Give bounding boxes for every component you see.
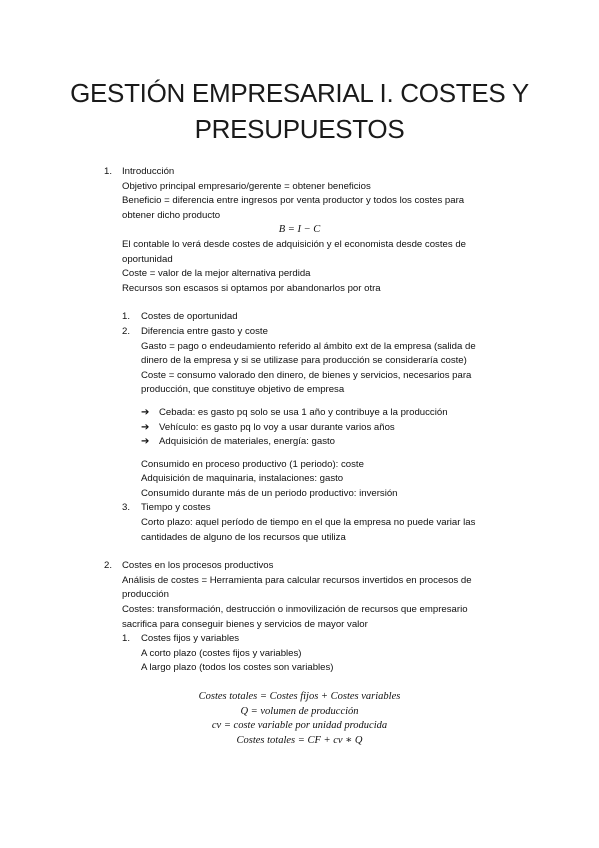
formula: Q = volumen de producción — [240, 705, 359, 717]
list-item — [0, 501, 599, 516]
section-1-heading — [0, 165, 599, 180]
section-number: 1. — [104, 166, 113, 177]
list-text: Costes de oportunidad — [141, 311, 238, 323]
paragraph: Consumido en proceso productivo (1 periodo): coste — [141, 458, 364, 470]
paragraph: sacrifica para conseguir bienes y servicios de mayor valor — [122, 618, 368, 630]
title-line-2: PRESUPUESTOS — [194, 114, 405, 144]
section-number: 2. — [104, 560, 113, 572]
arrow-item — [0, 406, 599, 421]
formula: Costes totales = Costes fijos + Costes variables — [198, 691, 401, 702]
arrow-text: Adquisición de materiales, energía: gasto — [159, 436, 335, 448]
paragraph: El contable lo verá desde costes de adquisición y el economista desde costes de — [122, 238, 466, 250]
list-item — [0, 632, 599, 647]
paragraph: Beneficio = diferencia entre ingresos por venta productor y todos los costes para — [122, 195, 465, 207]
paragraph: Análisis de costes = Herramienta para calcular recursos invertidos en procesos de — [122, 574, 472, 586]
paragraph: cantidades de alguno de los recursos que utiliza — [141, 531, 346, 543]
paragraph: A corto plazo (costes fijos y variables) — [141, 647, 302, 659]
paragraph: dinero de la empresa y si se utilizase para producción se consideraría coste) — [141, 355, 467, 367]
formula: Costes totales = CF + cv ∗ Q — [236, 734, 363, 746]
document-body — [0, 165, 599, 748]
paragraph: Objetivo principal empresario/gerente = obtener beneficios — [122, 180, 371, 192]
paragraph: oportunidad — [122, 253, 173, 265]
paragraph: Gasto = pago o endeudamiento referido al ámbito ext de la empresa (salida de — [141, 340, 476, 352]
section-2-heading — [0, 559, 599, 574]
arrow-item — [0, 435, 599, 450]
paragraph: A largo plazo (todos los costes son variables) — [141, 662, 334, 674]
arrow-icon: ➔ — [141, 406, 150, 418]
list-text: Diferencia entre gasto y coste — [141, 325, 268, 337]
arrow-text: Cebada: es gasto pq solo se usa 1 año y contribuye a la producción — [159, 406, 448, 418]
paragraph: Coste = valor de la mejor alternativa perdida — [122, 268, 311, 280]
paragraph: Consumido durante más de un periodo productivo: inversión — [141, 487, 398, 499]
arrow-icon: ➔ — [141, 436, 150, 448]
section-title: Introducción — [122, 166, 175, 177]
list-number: 3. — [122, 502, 131, 514]
paragraph: producción — [122, 589, 169, 601]
formula: cv = coste variable por unidad producida — [211, 720, 388, 732]
list-item — [0, 325, 599, 340]
arrow-item — [0, 421, 599, 436]
list-number: 1. — [122, 311, 131, 323]
paragraph: obtener dicho producto — [122, 209, 221, 221]
formula: B = I − C — [278, 224, 321, 236]
list-number: 1. — [122, 633, 131, 645]
paragraph: Adquisición de maquinaria, instalaciones: gasto — [141, 473, 344, 485]
paragraph: Coste = consumo valorado den dinero, de bienes y servicios, necesarios para — [141, 369, 472, 381]
section-title: Costes en los procesos productivos — [122, 560, 274, 572]
list-text: Tiempo y costes — [141, 502, 211, 514]
paragraph: Recursos son escasos si optamos por abandonarlos por otra — [122, 282, 381, 294]
list-item — [0, 310, 599, 325]
title-line-1: GESTIÓN EMPRESARIAL I. COSTES Y — [70, 78, 529, 108]
paragraph: producción, que constituye objetivo de empresa — [141, 384, 345, 396]
paragraph: Costes: transformación, destrucción o inmovilización de recursos que empresario — [122, 604, 468, 616]
list-number: 2. — [122, 325, 131, 337]
paragraph: Corto plazo: aquel período de tiempo en el que la empresa no puede variar las — [141, 517, 476, 529]
arrow-icon: ➔ — [141, 421, 150, 433]
arrow-text: Vehículo: es gasto pq lo voy a usar durante varios años — [159, 421, 395, 433]
list-text: Costes fijos y variables — [141, 633, 240, 645]
